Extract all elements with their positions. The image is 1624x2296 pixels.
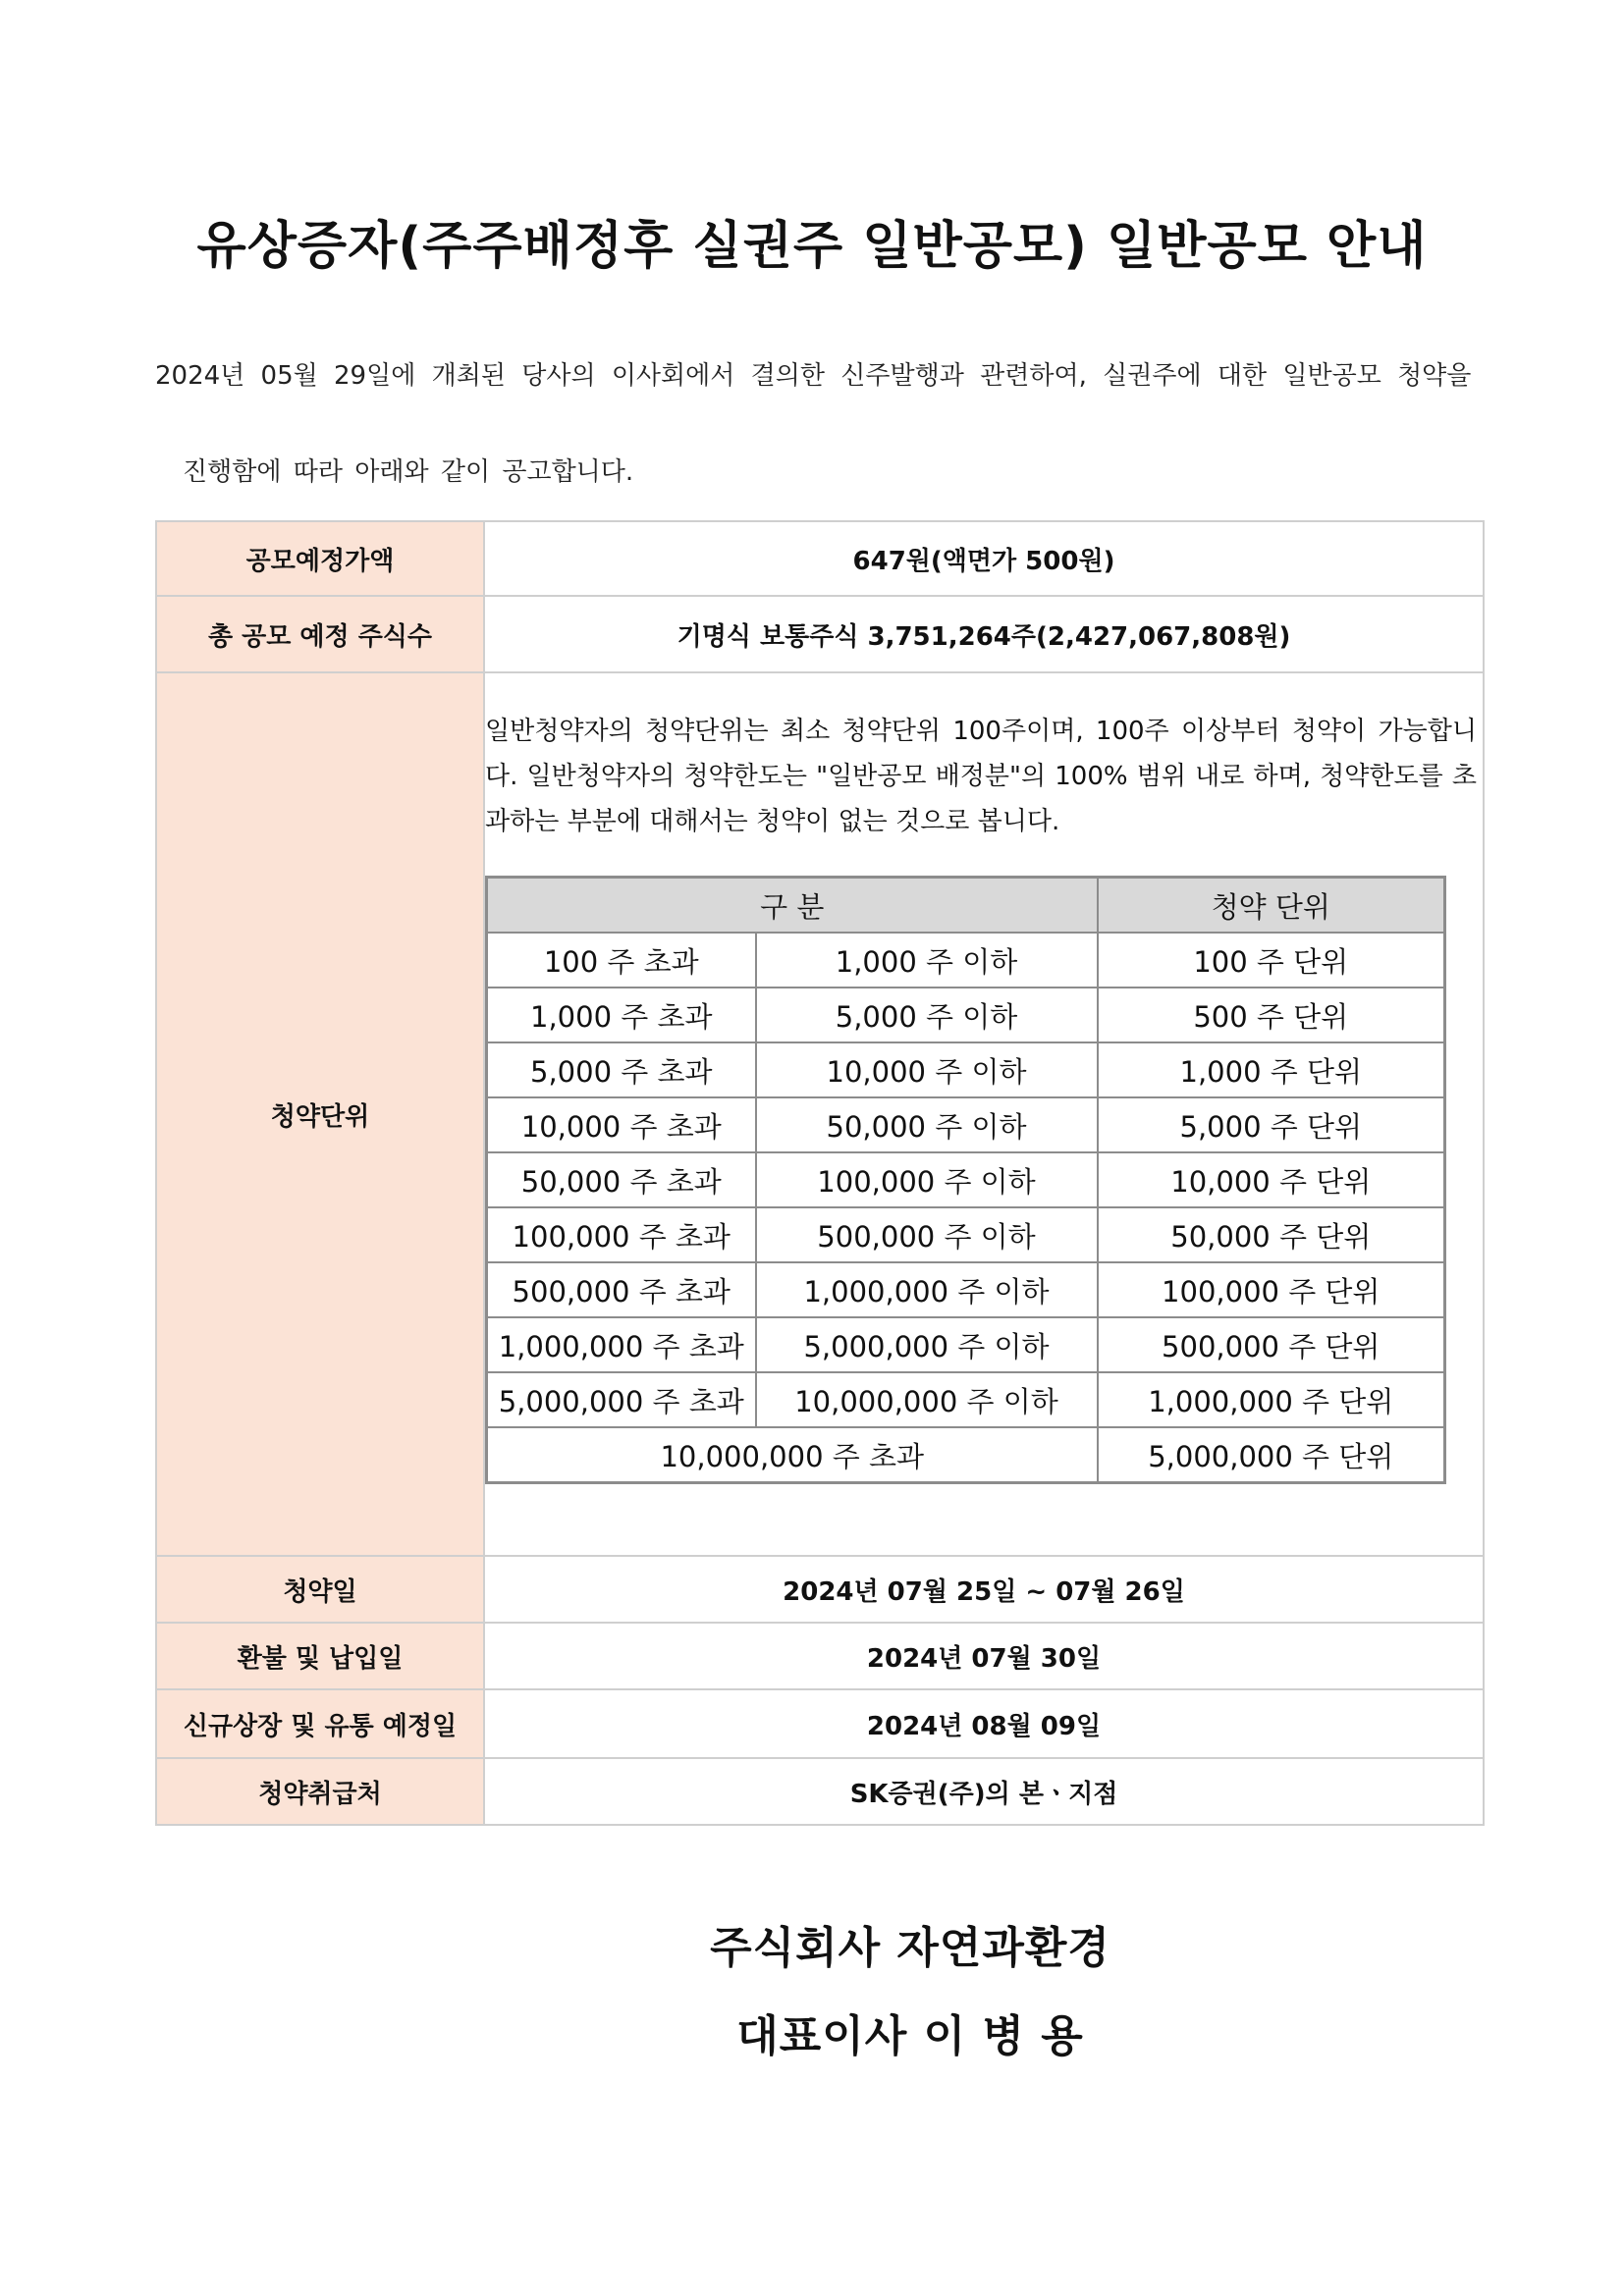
label-price: 공모예정가액 [156,521,484,596]
value-handler: SK증권(주)의 본ㆍ지점 [484,1758,1484,1825]
row-unit [156,672,1484,1556]
cell-under: 1,000,000 주 이하 [756,1262,1098,1317]
value-listing: 2024년 08월 09일 [484,1689,1484,1758]
cell-unit: 50,000 주 단위 [1098,1207,1445,1262]
cell-unit: 500 주 단위 [1098,988,1445,1042]
cell-over: 1,000,000 주 초과 [487,1317,756,1372]
cell-under: 1,000 주 이하 [756,933,1098,988]
table-row [487,1317,1445,1372]
unit-description: 일반청약자의 청약단위는 최소 청약단위 100주이며, 100주 이상부터 청약이 가능합니다. 일반청약자의 청약한도는 "일반공모 배정분"의 100% 범위 내로 하며, 청약한도를 초과하는 부분에 대해서는 청약이 없는 것으로 봅니다. [485,717,1477,836]
table-row [487,1152,1445,1207]
company-name: 주식회사 자연과환경 [710,1923,1110,1973]
row-listing [156,1689,1484,1758]
label-shares: 총 공모 예정 주식수 [156,596,484,672]
table-row [487,1427,1445,1483]
label-handler: 청약취급처 [156,1758,484,1825]
value-shares: 기명식 보통주식 3,751,264주(2,427,067,808원) [484,596,1484,672]
label-unit: 청약단위 [156,672,484,1556]
cell-unit: 100 주 단위 [1098,933,1445,988]
unit-table-header [487,878,1445,934]
row-date [156,1556,1484,1623]
cell-over: 100 주 초과 [487,933,756,988]
cell-range: 10,000,000 주 초과 [487,1427,1098,1483]
cell-under: 5,000 주 이하 [756,988,1098,1042]
label-refund: 환불 및 납입일 [156,1623,484,1689]
document-title: 유상증자(주주배정후 실권주 일반공모) 일반공모 안내 [196,217,1428,276]
unit-breakdown-table [485,876,1446,1484]
table-row [487,1372,1445,1427]
label-date: 청약일 [156,1556,484,1623]
cell-over: 100,000 주 초과 [487,1207,756,1262]
cell-unit: 1,000 주 단위 [1098,1042,1445,1097]
cell-under: 500,000 주 이하 [756,1207,1098,1262]
cell-under: 50,000 주 이하 [756,1097,1098,1152]
ceo-name: 대표이사 이 병 용 [736,2011,1084,2061]
cell-over: 10,000 주 초과 [487,1097,756,1152]
cell-unit: 100,000 주 단위 [1098,1262,1445,1317]
table-row [487,1097,1445,1152]
row-refund [156,1623,1484,1689]
cell-over: 50,000 주 초과 [487,1152,756,1207]
table-row [487,988,1445,1042]
table-row [487,1262,1445,1317]
cell-over: 1,000 주 초과 [487,988,756,1042]
value-unit [484,672,1484,1556]
intro-line-1: 2024년 05월 29일에 개최된 당사의 이사회에서 결의한 신주발행과 관련하여, 실권주에 대한 일반공모 청약을 [155,361,1472,391]
table-row [487,1207,1445,1262]
cell-under: 5,000,000 주 이하 [756,1317,1098,1372]
value-refund: 2024년 07월 30일 [484,1623,1484,1689]
cell-unit: 1,000,000 주 단위 [1098,1372,1445,1427]
cell-over: 5,000,000 주 초과 [487,1372,756,1427]
cell-under: 10,000,000 주 이하 [756,1372,1098,1427]
offering-info-table [155,520,1485,1826]
table-row [487,1042,1445,1097]
cell-unit: 500,000 주 단위 [1098,1317,1445,1372]
cell-under: 10,000 주 이하 [756,1042,1098,1097]
header-category: 구 분 [487,878,1098,934]
cell-unit: 5,000 주 단위 [1098,1097,1445,1152]
row-price [156,521,1484,596]
value-price: 647원(액면가 500원) [484,521,1484,596]
cell-over: 5,000 주 초과 [487,1042,756,1097]
cell-unit: 10,000 주 단위 [1098,1152,1445,1207]
header-unit: 청약 단위 [1098,878,1445,934]
cell-over: 500,000 주 초과 [487,1262,756,1317]
cell-unit: 5,000,000 주 단위 [1098,1427,1445,1483]
row-shares [156,596,1484,672]
cell-under: 100,000 주 이하 [756,1152,1098,1207]
table-row [487,933,1445,988]
intro-line-2: 진행함에 따라 아래와 같이 공고합니다. [183,457,634,487]
value-date: 2024년 07월 25일 ~ 07월 26일 [484,1556,1484,1623]
label-listing: 신규상장 및 유통 예정일 [156,1689,484,1758]
row-handler [156,1758,1484,1825]
